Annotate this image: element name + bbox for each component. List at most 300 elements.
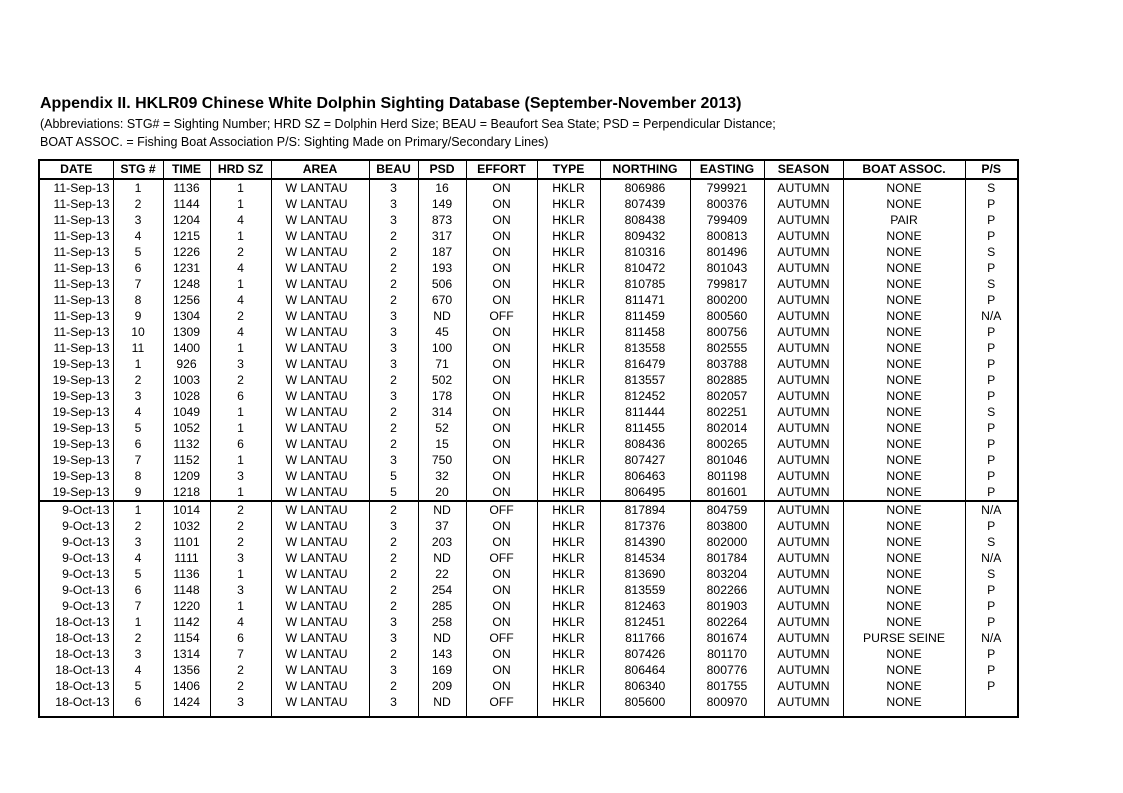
cell-ps: S (965, 276, 1018, 292)
cell-ps: P (965, 484, 1018, 501)
cell-psd: 37 (418, 518, 466, 534)
cell-ps: S (965, 179, 1018, 196)
cell-psd: 873 (418, 212, 466, 228)
abbreviations-note-line-1: (Abbreviations: STG# = Sighting Number; HRD SZ = Dolphin Herd Size; BEAU = Beaufort Sea State; PSD = Perpendicular Distance; (40, 117, 776, 131)
cell-herd-size: 1 (210, 228, 271, 244)
cell-ps: S (965, 534, 1018, 550)
cell-psd: ND (418, 550, 466, 566)
cell-boat-assoc: NONE (843, 404, 965, 420)
cell-ps: P (965, 678, 1018, 694)
cell-stg-num: 1 (113, 614, 163, 630)
cell-psd: 317 (418, 228, 466, 244)
cell-type: HKLR (537, 372, 600, 388)
cell-date: 19-Sep-13 (39, 356, 113, 372)
cell-northing: 812452 (600, 388, 690, 404)
cell-herd-size: 2 (210, 244, 271, 260)
cell-area: W LANTAU (271, 598, 369, 614)
cell-season: AUTUMN (764, 678, 843, 694)
cell-effort: ON (466, 566, 537, 582)
cell-boat-assoc: NONE (843, 372, 965, 388)
cell-area: W LANTAU (271, 420, 369, 436)
cell-time: 1209 (163, 468, 210, 484)
cell-stg-num: 9 (113, 308, 163, 324)
cell-season: AUTUMN (764, 598, 843, 614)
table-row (39, 244, 1018, 260)
cell-area: W LANTAU (271, 292, 369, 308)
cell-stg-num: 3 (113, 646, 163, 662)
cell-psd: 178 (418, 388, 466, 404)
cell-area: W LANTAU (271, 662, 369, 678)
cell-psd: 16 (418, 179, 466, 196)
cell-ps: P (965, 582, 1018, 598)
cell-type: HKLR (537, 420, 600, 436)
cell-area: W LANTAU (271, 614, 369, 630)
cell-date: 19-Sep-13 (39, 452, 113, 468)
cell-ps: N/A (965, 630, 1018, 646)
cell-effort: ON (466, 678, 537, 694)
cell-herd-size: 4 (210, 614, 271, 630)
cell-psd: 670 (418, 292, 466, 308)
cell-area: W LANTAU (271, 308, 369, 324)
cell-northing: 813690 (600, 566, 690, 582)
cell-beaufort: 2 (369, 534, 418, 550)
cell-ps: N/A (965, 550, 1018, 566)
cell-time: 926 (163, 356, 210, 372)
cell-stg-num: 9 (113, 484, 163, 501)
table-row (39, 534, 1018, 550)
sighting-table (38, 159, 1019, 718)
cell-ps: P (965, 468, 1018, 484)
cell-time: 1014 (163, 501, 210, 518)
cell-time: 1226 (163, 244, 210, 260)
cell-northing: 809432 (600, 228, 690, 244)
cell-area: W LANTAU (271, 436, 369, 452)
cell-easting: 799921 (690, 179, 764, 196)
cell-psd: 209 (418, 678, 466, 694)
table-row (39, 662, 1018, 678)
cell-type: HKLR (537, 484, 600, 501)
cell-northing: 814534 (600, 550, 690, 566)
cell-easting: 800970 (690, 694, 764, 717)
cell-easting: 801170 (690, 646, 764, 662)
cell-type: HKLR (537, 436, 600, 452)
cell-herd-size: 3 (210, 550, 271, 566)
cell-time: 1003 (163, 372, 210, 388)
abbreviations-note-line-2: BOAT ASSOC. = Fishing Boat Association P/S: Sighting Made on Primary/Secondary Lines) (40, 135, 549, 149)
column-header-beaufort: BEAU (369, 160, 418, 179)
table-row (39, 630, 1018, 646)
table-row (39, 212, 1018, 228)
cell-northing: 810316 (600, 244, 690, 260)
cell-boat-assoc: NONE (843, 292, 965, 308)
cell-northing: 817894 (600, 501, 690, 518)
cell-effort: OFF (466, 630, 537, 646)
table-row (39, 404, 1018, 420)
cell-effort: ON (466, 662, 537, 678)
cell-herd-size: 2 (210, 662, 271, 678)
cell-ps: P (965, 260, 1018, 276)
cell-northing: 816479 (600, 356, 690, 372)
cell-beaufort: 2 (369, 292, 418, 308)
cell-ps: S (965, 566, 1018, 582)
cell-date: 19-Sep-13 (39, 436, 113, 452)
cell-northing: 810785 (600, 276, 690, 292)
cell-ps: P (965, 518, 1018, 534)
cell-herd-size: 1 (210, 484, 271, 501)
cell-season: AUTUMN (764, 484, 843, 501)
cell-easting: 802266 (690, 582, 764, 598)
cell-psd: 314 (418, 404, 466, 420)
table-row (39, 260, 1018, 276)
cell-boat-assoc: NONE (843, 694, 965, 717)
cell-stg-num: 11 (113, 340, 163, 356)
cell-easting: 802555 (690, 340, 764, 356)
cell-stg-num: 2 (113, 372, 163, 388)
header-row (39, 160, 1018, 179)
cell-stg-num: 2 (113, 518, 163, 534)
cell-easting: 801755 (690, 678, 764, 694)
cell-type: HKLR (537, 614, 600, 630)
cell-stg-num: 5 (113, 678, 163, 694)
cell-easting: 801674 (690, 630, 764, 646)
cell-season: AUTUMN (764, 244, 843, 260)
cell-type: HKLR (537, 340, 600, 356)
cell-beaufort: 3 (369, 614, 418, 630)
cell-type: HKLR (537, 630, 600, 646)
cell-ps: P (965, 212, 1018, 228)
cell-herd-size: 1 (210, 340, 271, 356)
cell-boat-assoc: NONE (843, 550, 965, 566)
cell-boat-assoc: NONE (843, 228, 965, 244)
cell-herd-size: 1 (210, 566, 271, 582)
cell-type: HKLR (537, 678, 600, 694)
cell-psd: 258 (418, 614, 466, 630)
cell-season: AUTUMN (764, 614, 843, 630)
cell-type: HKLR (537, 518, 600, 534)
cell-psd: 750 (418, 452, 466, 468)
cell-season: AUTUMN (764, 436, 843, 452)
cell-area: W LANTAU (271, 404, 369, 420)
cell-beaufort: 2 (369, 678, 418, 694)
column-header-northing: NORTHING (600, 160, 690, 179)
cell-season: AUTUMN (764, 630, 843, 646)
cell-date: 19-Sep-13 (39, 404, 113, 420)
cell-effort: OFF (466, 550, 537, 566)
cell-boat-assoc: NONE (843, 662, 965, 678)
cell-stg-num: 4 (113, 662, 163, 678)
cell-northing: 806464 (600, 662, 690, 678)
table-row (39, 614, 1018, 630)
cell-type: HKLR (537, 468, 600, 484)
cell-effort: ON (466, 452, 537, 468)
cell-herd-size: 2 (210, 501, 271, 518)
cell-ps (965, 694, 1018, 717)
cell-area: W LANTAU (271, 276, 369, 292)
cell-boat-assoc: NONE (843, 678, 965, 694)
cell-ps: P (965, 614, 1018, 630)
cell-type: HKLR (537, 388, 600, 404)
cell-season: AUTUMN (764, 372, 843, 388)
column-header-season: SEASON (764, 160, 843, 179)
cell-herd-size: 2 (210, 678, 271, 694)
cell-area: W LANTAU (271, 501, 369, 518)
cell-herd-size: 3 (210, 694, 271, 717)
cell-ps: N/A (965, 308, 1018, 324)
column-header-herd-size: HRD SZ (210, 160, 271, 179)
cell-psd: 45 (418, 324, 466, 340)
cell-beaufort: 2 (369, 420, 418, 436)
cell-date: 18-Oct-13 (39, 694, 113, 717)
cell-northing: 806495 (600, 484, 690, 501)
table-row (39, 468, 1018, 484)
cell-boat-assoc: NONE (843, 582, 965, 598)
cell-psd: 149 (418, 196, 466, 212)
cell-date: 11-Sep-13 (39, 196, 113, 212)
cell-effort: OFF (466, 308, 537, 324)
cell-season: AUTUMN (764, 260, 843, 276)
table-row (39, 420, 1018, 436)
cell-time: 1032 (163, 518, 210, 534)
cell-beaufort: 2 (369, 582, 418, 598)
cell-type: HKLR (537, 404, 600, 420)
cell-beaufort: 3 (369, 388, 418, 404)
cell-type: HKLR (537, 356, 600, 372)
cell-area: W LANTAU (271, 372, 369, 388)
cell-date: 18-Oct-13 (39, 646, 113, 662)
cell-effort: ON (466, 212, 537, 228)
cell-effort: ON (466, 244, 537, 260)
cell-easting: 800560 (690, 308, 764, 324)
cell-northing: 806340 (600, 678, 690, 694)
cell-date: 9-Oct-13 (39, 534, 113, 550)
cell-effort: ON (466, 484, 537, 501)
cell-season: AUTUMN (764, 534, 843, 550)
cell-date: 11-Sep-13 (39, 244, 113, 260)
cell-type: HKLR (537, 662, 600, 678)
cell-easting: 804759 (690, 501, 764, 518)
cell-ps: P (965, 356, 1018, 372)
cell-psd: 502 (418, 372, 466, 388)
column-header-psd: PSD (418, 160, 466, 179)
cell-beaufort: 5 (369, 468, 418, 484)
cell-boat-assoc: NONE (843, 614, 965, 630)
cell-season: AUTUMN (764, 468, 843, 484)
cell-easting: 800813 (690, 228, 764, 244)
cell-beaufort: 5 (369, 484, 418, 501)
cell-beaufort: 2 (369, 228, 418, 244)
cell-effort: ON (466, 179, 537, 196)
cell-type: HKLR (537, 196, 600, 212)
cell-boat-assoc: NONE (843, 179, 965, 196)
cell-boat-assoc: NONE (843, 340, 965, 356)
cell-beaufort: 3 (369, 662, 418, 678)
cell-easting: 801496 (690, 244, 764, 260)
cell-type: HKLR (537, 694, 600, 717)
cell-type: HKLR (537, 228, 600, 244)
cell-date: 11-Sep-13 (39, 179, 113, 196)
cell-northing: 810472 (600, 260, 690, 276)
cell-area: W LANTAU (271, 678, 369, 694)
cell-ps: P (965, 292, 1018, 308)
cell-herd-size: 1 (210, 404, 271, 420)
cell-season: AUTUMN (764, 501, 843, 518)
cell-type: HKLR (537, 179, 600, 196)
cell-type: HKLR (537, 598, 600, 614)
cell-boat-assoc: PURSE SEINE (843, 630, 965, 646)
cell-easting: 802057 (690, 388, 764, 404)
cell-beaufort: 3 (369, 694, 418, 717)
table-row (39, 598, 1018, 614)
cell-ps: P (965, 388, 1018, 404)
cell-type: HKLR (537, 534, 600, 550)
cell-type: HKLR (537, 646, 600, 662)
cell-effort: ON (466, 598, 537, 614)
cell-season: AUTUMN (764, 179, 843, 196)
cell-northing: 814390 (600, 534, 690, 550)
cell-season: AUTUMN (764, 646, 843, 662)
table-header (39, 160, 1018, 179)
cell-herd-size: 3 (210, 356, 271, 372)
cell-effort: ON (466, 196, 537, 212)
cell-psd: ND (418, 630, 466, 646)
cell-time: 1400 (163, 340, 210, 356)
cell-stg-num: 2 (113, 196, 163, 212)
cell-effort: ON (466, 324, 537, 340)
table-row (39, 388, 1018, 404)
cell-date: 18-Oct-13 (39, 630, 113, 646)
cell-season: AUTUMN (764, 694, 843, 717)
cell-psd: 52 (418, 420, 466, 436)
cell-boat-assoc: NONE (843, 646, 965, 662)
cell-beaufort: 3 (369, 324, 418, 340)
cell-date: 11-Sep-13 (39, 260, 113, 276)
cell-type: HKLR (537, 244, 600, 260)
cell-season: AUTUMN (764, 420, 843, 436)
cell-time: 1101 (163, 534, 210, 550)
cell-season: AUTUMN (764, 196, 843, 212)
cell-psd: 506 (418, 276, 466, 292)
column-header-time: TIME (163, 160, 210, 179)
cell-date: 19-Sep-13 (39, 420, 113, 436)
cell-easting: 800265 (690, 436, 764, 452)
cell-psd: 32 (418, 468, 466, 484)
cell-boat-assoc: NONE (843, 260, 965, 276)
cell-boat-assoc: NONE (843, 244, 965, 260)
cell-time: 1248 (163, 276, 210, 292)
cell-time: 1152 (163, 452, 210, 468)
cell-herd-size: 1 (210, 276, 271, 292)
cell-boat-assoc: NONE (843, 388, 965, 404)
cell-stg-num: 1 (113, 501, 163, 518)
cell-beaufort: 2 (369, 404, 418, 420)
cell-date: 19-Sep-13 (39, 484, 113, 501)
cell-boat-assoc: NONE (843, 484, 965, 501)
cell-effort: ON (466, 420, 537, 436)
cell-area: W LANTAU (271, 179, 369, 196)
cell-northing: 806463 (600, 468, 690, 484)
cell-herd-size: 1 (210, 452, 271, 468)
cell-season: AUTUMN (764, 662, 843, 678)
cell-ps: N/A (965, 501, 1018, 518)
cell-beaufort: 3 (369, 630, 418, 646)
cell-ps: P (965, 228, 1018, 244)
cell-boat-assoc: NONE (843, 598, 965, 614)
cell-season: AUTUMN (764, 404, 843, 420)
cell-beaufort: 2 (369, 436, 418, 452)
cell-date: 11-Sep-13 (39, 308, 113, 324)
cell-date: 11-Sep-13 (39, 340, 113, 356)
cell-beaufort: 3 (369, 452, 418, 468)
cell-season: AUTUMN (764, 566, 843, 582)
cell-effort: ON (466, 518, 537, 534)
cell-time: 1136 (163, 179, 210, 196)
cell-area: W LANTAU (271, 518, 369, 534)
cell-stg-num: 7 (113, 598, 163, 614)
table-row (39, 436, 1018, 452)
cell-ps: P (965, 598, 1018, 614)
cell-effort: ON (466, 582, 537, 598)
cell-time: 1136 (163, 566, 210, 582)
table-row (39, 356, 1018, 372)
cell-date: 19-Sep-13 (39, 372, 113, 388)
cell-date: 18-Oct-13 (39, 678, 113, 694)
column-header-type: TYPE (537, 160, 600, 179)
cell-stg-num: 3 (113, 212, 163, 228)
cell-easting: 800376 (690, 196, 764, 212)
table-row (39, 518, 1018, 534)
table-row (39, 678, 1018, 694)
document-header (40, 94, 1020, 150)
cell-stg-num: 7 (113, 276, 163, 292)
cell-boat-assoc: PAIR (843, 212, 965, 228)
cell-easting: 802885 (690, 372, 764, 388)
cell-time: 1111 (163, 550, 210, 566)
column-header-date: DATE (39, 160, 113, 179)
cell-time: 1142 (163, 614, 210, 630)
cell-stg-num: 4 (113, 404, 163, 420)
cell-date: 11-Sep-13 (39, 324, 113, 340)
column-header-easting: EASTING (690, 160, 764, 179)
cell-ps: P (965, 662, 1018, 678)
table-row (39, 582, 1018, 598)
cell-stg-num: 6 (113, 436, 163, 452)
cell-time: 1154 (163, 630, 210, 646)
cell-season: AUTUMN (764, 582, 843, 598)
cell-stg-num: 3 (113, 534, 163, 550)
cell-herd-size: 1 (210, 420, 271, 436)
cell-type: HKLR (537, 212, 600, 228)
cell-herd-size: 3 (210, 582, 271, 598)
cell-effort: OFF (466, 694, 537, 717)
cell-psd: 285 (418, 598, 466, 614)
cell-northing: 808438 (600, 212, 690, 228)
cell-effort: ON (466, 436, 537, 452)
cell-boat-assoc: NONE (843, 518, 965, 534)
cell-northing: 817376 (600, 518, 690, 534)
cell-effort: ON (466, 388, 537, 404)
cell-effort: ON (466, 404, 537, 420)
cell-beaufort: 2 (369, 260, 418, 276)
cell-herd-size: 7 (210, 646, 271, 662)
cell-type: HKLR (537, 452, 600, 468)
cell-season: AUTUMN (764, 452, 843, 468)
cell-easting: 802014 (690, 420, 764, 436)
cell-time: 1220 (163, 598, 210, 614)
cell-area: W LANTAU (271, 340, 369, 356)
cell-time: 1215 (163, 228, 210, 244)
cell-herd-size: 4 (210, 292, 271, 308)
cell-type: HKLR (537, 566, 600, 582)
